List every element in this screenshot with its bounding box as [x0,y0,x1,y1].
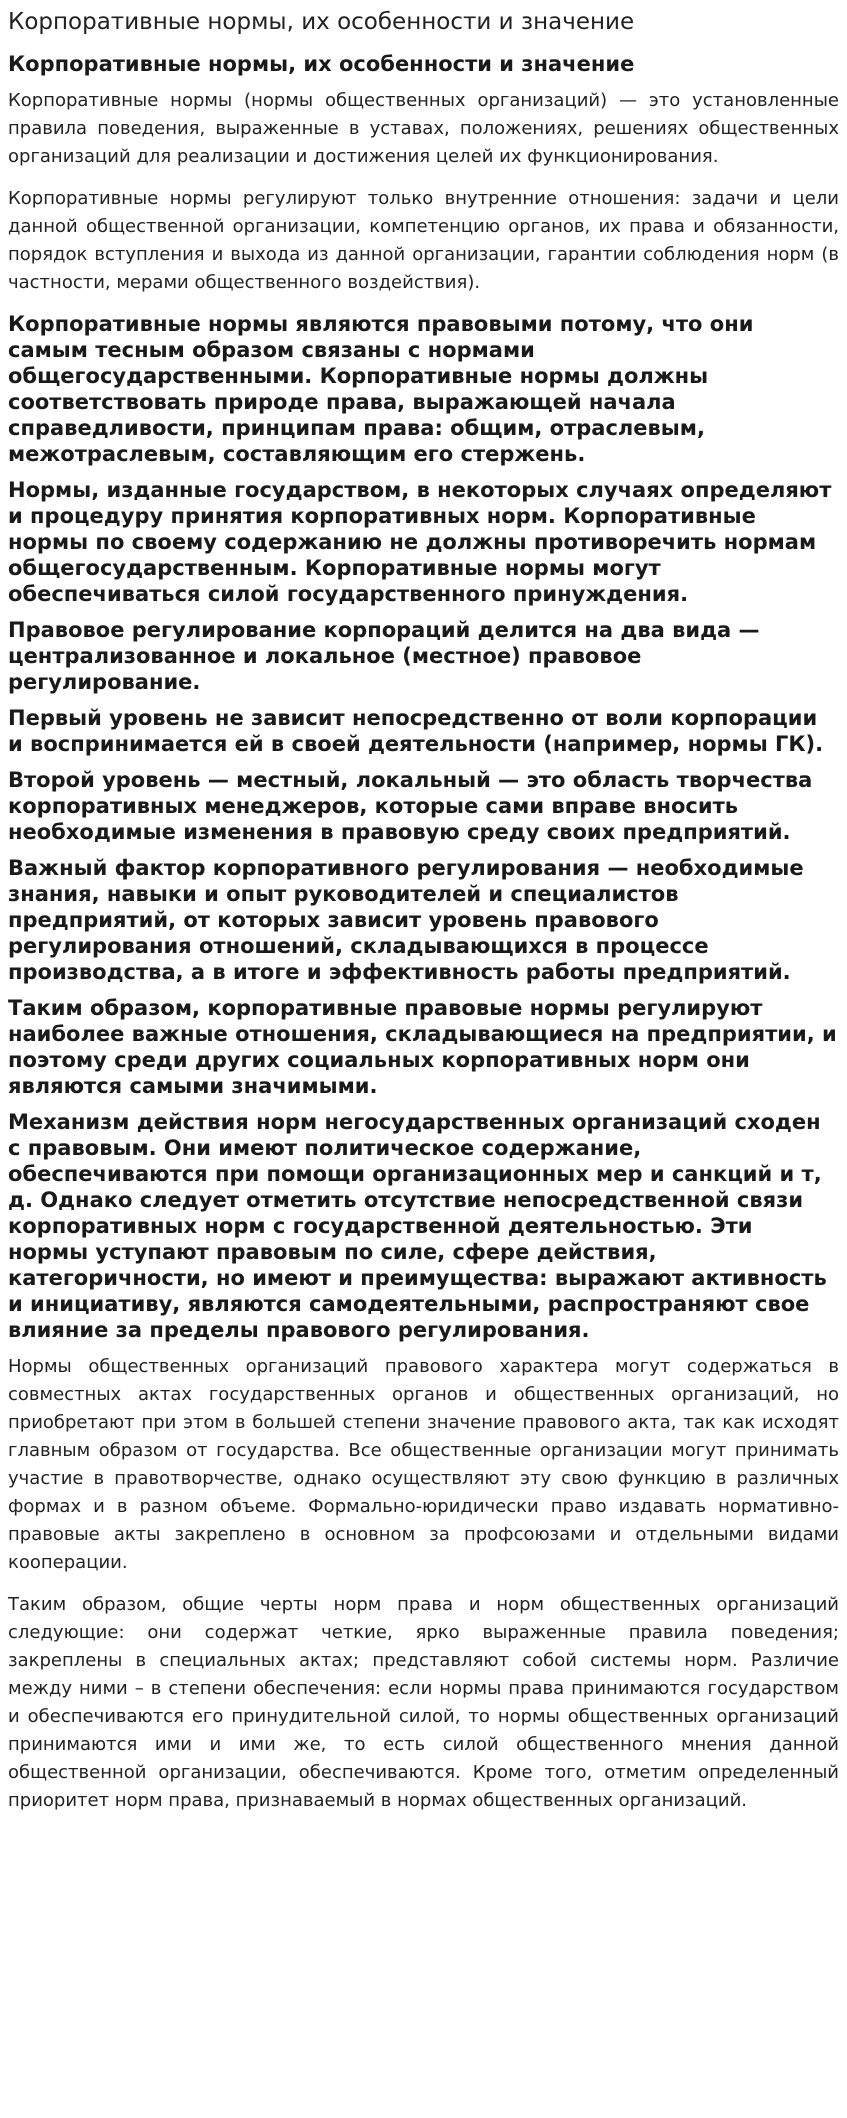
article-heading: Корпоративные нормы, их особенности и значение [8,52,635,76]
paragraph-legal-character: Нормы общественных организаций правового характера могут содержаться в совместных актах государственных органов и общественных организаций, но приобретают при этом в большей степени значение правового акта, так как исходят главным образом от государства. Все общественные организации могут принимать участие в правотворчестве, однако осуществляют эту свою функцию в различных формах и в разном объеме. Формально-юридически право издавать нормативно-правовые акты закреплено в основном за профсоюзами и отдельными видами кооперации. [8,1356,839,1573]
bold-paragraph-mechanism: Механизм действия норм негосударственных организаций сходен с правовым. Они имеют политическое содержание, обеспечиваются при помощи организационных мер и санкций и т, д. Однако следует отметить отсутствие непосредственной связи корпоративных норм с государственной деятельностью. Эти нормы уступают правовым по силе, сфере действия, категоричности, но имеют и преимущества: выражают активность и инициативу, являются самодеятельными, распространяют свое влияние за пределы правового регулирования. [8,1110,827,1342]
paragraph-internal-relations: Корпоративные нормы регулируют только внутренние отношения: задачи и цели данной общественной организации, компетенцию органов, их права и обязанности, порядок вступления и выхода из данной организации, гарантии соблюдения норм (в частности, мерами общественного воздействия). [8,188,839,293]
page-title: Корпоративные нормы, их особенности и значение [8,9,635,35]
bold-paragraph-first-level: Первый уровень не зависит непосредственно от воли корпорации и воспринимается ей в своей деятельности (например, нормы ГК). [8,706,824,756]
bold-paragraph-important-factor: Важный фактор корпоративного регулирования — необходимые знания, навыки и опыт руководителей и специалистов предприятий, от которых зависит уровень правового регулирования отношений, складывающихся в процессе производства, а в итоге и эффективность работы предприятий. [8,856,804,984]
bold-paragraph-conclusion: Таким образом, корпоративные правовые нормы регулируют наиболее важные отношения, складывающиеся на предприятии, и поэтому среди других социальных корпоративных норм они являются самыми значимыми. [8,996,837,1098]
bold-paragraph-regulation-types: Правовое регулирование корпораций делится на два вида — централизованное и локальное (местное) правовое регулирование. [8,618,760,694]
article-content [8,8,839,1815]
bold-paragraph-second-level: Второй уровень — местный, локальный — это область творчества корпоративных менеджеров, которые сами вправе вносить необходимые изменения в правовую среду своих предприятий. [8,768,813,844]
bold-paragraph-legal-nature: Корпоративные нормы являются правовыми потому, что они самым тесным образом связаны с нормами общегосударственными. Корпоративные нормы должны соответствовать природе права, выражающей начала справедливости, принципам права: общим, отраслевым, межотраслевым, составляющим его стержень. [8,312,754,466]
paragraph-definition: Корпоративные нормы (нормы общественных организаций) — это установленные правила поведения, выраженные в уставах, положениях, решениях общественных организаций для реализации и достижения целей их функционирования. [8,90,839,167]
bold-paragraph-state-norms: Нормы, изданные государством, в некоторых случаях определяют и процедуру принятия корпоративных норм. Корпоративные нормы по своему содержанию не должны противоречить нормам общегосударственным. Корпоративные нормы могут обеспечиваться силой государственного принуждения. [8,478,832,606]
paragraph-common-features: Таким образом, общие черты норм права и норм общественных организаций следующие: они содержат четкие, ярко выраженные правила поведения; закреплены в специальных актах; представляют собой системы норм. Различие между ними – в степени обеспечения: если нормы права принимаются государством и обеспечиваются его принудительной силой, то нормы общественных организаций принимаются ими и ими же, то есть силой общественного мнения данной общественной организации, обеспечиваются. Кроме того, отметим определенный приоритет норм права, признаваемый в нормах общественных организаций. [8,1594,839,1811]
